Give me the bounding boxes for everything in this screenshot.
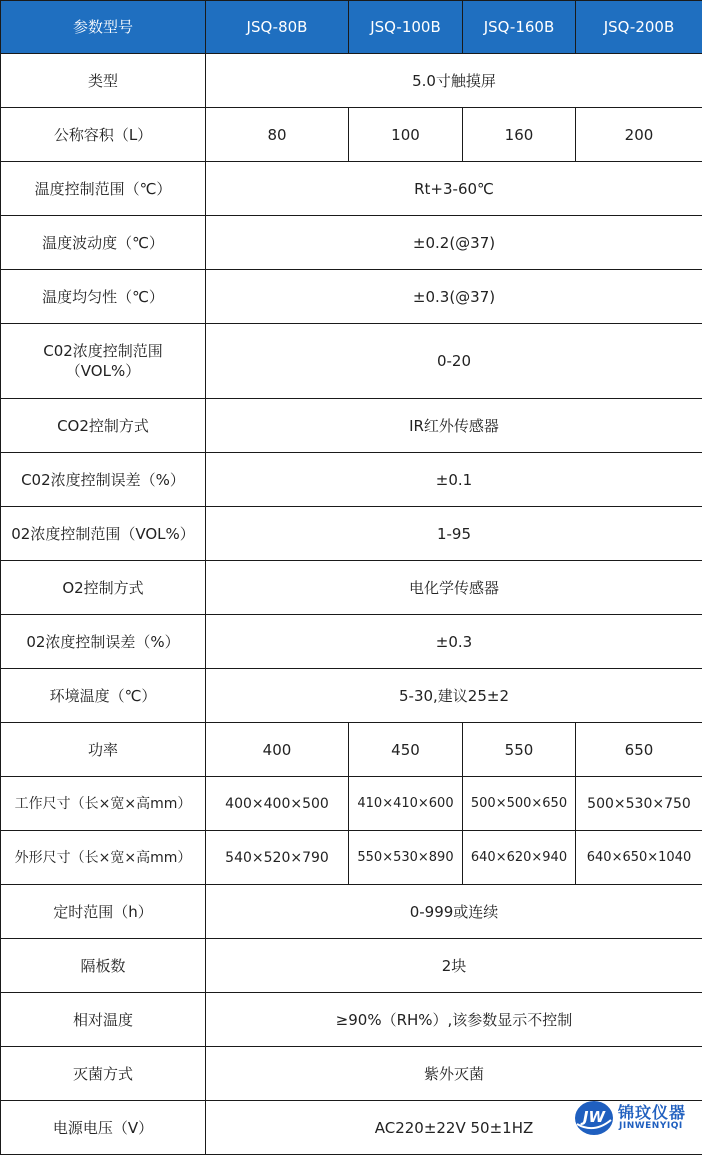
table-row [1, 216, 702, 270]
row-cell: 500×530×750 [576, 777, 702, 831]
row-value: ±0.3(@37) [206, 270, 702, 324]
row-label: 温度控制范围（℃） [1, 162, 206, 216]
row-cell: 400 [206, 723, 349, 777]
row-value: ±0.2(@37) [206, 216, 702, 270]
row-value: 电化学传感器 [206, 561, 702, 615]
row-cell: 410×410×600 [349, 777, 463, 831]
row-cell: 400×400×500 [206, 777, 349, 831]
table-row [1, 54, 702, 108]
header-row [1, 1, 702, 54]
logo-name-en: JINWENYIQI [619, 1121, 683, 1131]
row-cell: 450 [349, 723, 463, 777]
row-label: 外形尺寸（长×宽×高mm） [1, 831, 206, 885]
row-value: 2块 [206, 939, 702, 993]
table-row [1, 561, 702, 615]
row-value: ±0.3 [206, 615, 702, 669]
row-value: IR红外传感器 [206, 399, 702, 453]
row-cell: 650 [576, 723, 702, 777]
row-label: 环境温度（℃） [1, 669, 206, 723]
table-row [1, 507, 702, 561]
table-row [1, 723, 702, 777]
row-value: 0-999或连续 [206, 885, 702, 939]
row-value: ≥90%（RH%）,该参数显示不控制 [206, 993, 702, 1047]
row-cell: 200 [576, 108, 702, 162]
table-row [1, 777, 702, 831]
table-row [1, 270, 702, 324]
table-row [1, 453, 702, 507]
row-label: 公称容积（L） [1, 108, 206, 162]
header-jsq-160b: JSQ-160B [463, 1, 576, 54]
row-label: CO2控制方式 [1, 399, 206, 453]
row-value: 5.0寸触摸屏 [206, 54, 702, 108]
row-label: 02浓度控制误差（%） [1, 615, 206, 669]
row-label: 隔板数 [1, 939, 206, 993]
table-row [1, 162, 702, 216]
row-value: ±0.1 [206, 453, 702, 507]
row-label: 功率 [1, 723, 206, 777]
header-jsq-200b: JSQ-200B [576, 1, 702, 54]
row-label: C02浓度控制范围（VOL%） [1, 324, 206, 399]
table-row [1, 669, 702, 723]
row-cell: 100 [349, 108, 463, 162]
row-value: 0-20 [206, 324, 702, 399]
table-row [1, 399, 702, 453]
table-row [1, 993, 702, 1047]
table-row [1, 939, 702, 993]
row-label: 相对温度 [1, 993, 206, 1047]
table-row [1, 108, 702, 162]
row-cell: 640×620×940 [463, 831, 576, 885]
table-row [1, 615, 702, 669]
row-label: 温度均匀性（℃） [1, 270, 206, 324]
row-value: Rt+3-60℃ [206, 162, 702, 216]
brand-logo [574, 1096, 698, 1142]
row-cell: 500×500×650 [463, 777, 576, 831]
row-cell: 640×650×1040 [576, 831, 702, 885]
row-label: 灭菌方式 [1, 1047, 206, 1101]
row-label: 电源电压（V） [1, 1101, 206, 1155]
row-cell: 550×530×890 [349, 831, 463, 885]
row-value: 紫外灭菌 [206, 1047, 702, 1101]
logo-mark-icon [574, 1098, 614, 1138]
row-label: 02浓度控制范围（VOL%） [1, 507, 206, 561]
header-jsq-80b: JSQ-80B [206, 1, 349, 54]
row-label: 类型 [1, 54, 206, 108]
row-cell: 80 [206, 108, 349, 162]
table-row [1, 324, 702, 399]
row-cell: 160 [463, 108, 576, 162]
row-value: 1-95 [206, 507, 702, 561]
row-label: C02浓度控制误差（%） [1, 453, 206, 507]
row-value: AC220±22V 50±1HZ [206, 1101, 702, 1155]
row-label: 定时范围（h） [1, 885, 206, 939]
row-cell: 550 [463, 723, 576, 777]
row-label: O2控制方式 [1, 561, 206, 615]
row-value: 5-30,建议25±2 [206, 669, 702, 723]
row-cell: 540×520×790 [206, 831, 349, 885]
header-jsq-100b: JSQ-100B [349, 1, 463, 54]
row-label: 温度波动度（℃） [1, 216, 206, 270]
row-label: 工作尺寸（长×宽×高mm） [1, 777, 206, 831]
table-row [1, 885, 702, 939]
header-param-model: 参数型号 [1, 1, 206, 54]
logo-mark-text: JW [582, 1108, 606, 1126]
table-row [1, 831, 702, 885]
logo-name-cn: 锦玟仪器 [618, 1103, 687, 1122]
table-row [1, 1047, 702, 1101]
